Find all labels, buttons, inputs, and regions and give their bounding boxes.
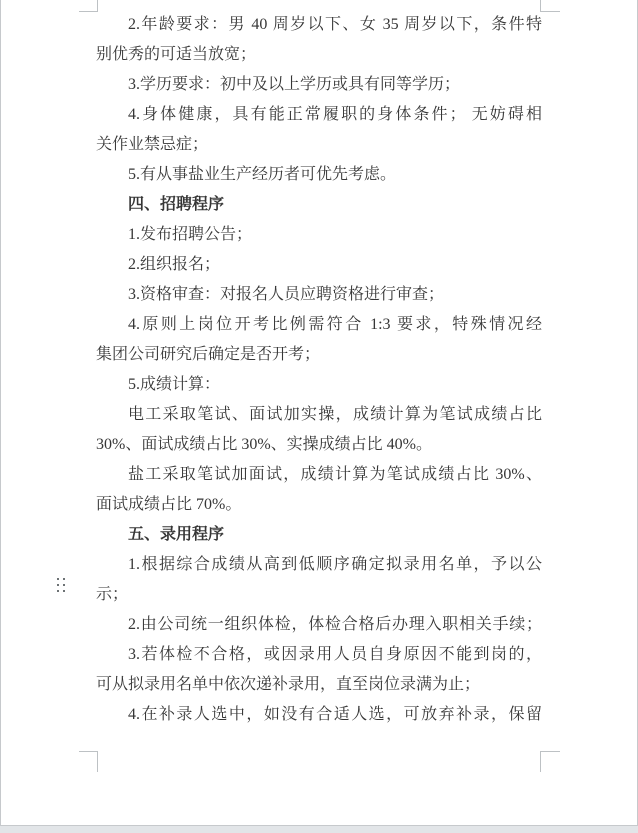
- section-heading: 四、招聘程序: [128, 196, 225, 213]
- document-line: 30%、面试成绩占比 30%、实操成绩占比 40%。: [96, 436, 432, 453]
- document-line: 5.成绩计算：: [128, 376, 221, 393]
- drag-handle-dots-icon[interactable]: [57, 578, 66, 593]
- crop-mark-bottom-left-icon: [97, 751, 98, 772]
- section-heading: 五、录用程序: [128, 526, 225, 543]
- document-line: 别优秀的可适当放宽；: [96, 46, 257, 63]
- document-line: 4.身体健康，具有能正常履职的身体条件； 无妨碍相: [128, 106, 542, 123]
- document-line: 1.根据综合成绩从高到低顺序确定拟录用名单，予以公: [128, 556, 542, 573]
- document-line: 关作业禁忌症；: [96, 136, 209, 153]
- document-line: 2.年龄要求：男 40 周岁以下、女 35 周岁以下，条件特: [128, 16, 542, 33]
- document-line: 1.发布招聘公告；: [128, 226, 253, 243]
- document-line: 4.原则上岗位开考比例需符合 1:3 要求，特殊情况经: [128, 316, 542, 333]
- document-line: 3.学历要求：初中及以上学历或具有同等学历；: [128, 76, 461, 93]
- document-line: 盐工采取笔试加面试，成绩计算为笔试成绩占比 30%、: [128, 466, 542, 483]
- document-line: 集团公司研究后确定是否开考；: [96, 346, 321, 363]
- document-line: 4.在补录人选中，如没有合适人选，可放弃补录，保留: [128, 706, 542, 723]
- document-line: 3.若体检不合格，或因录用人员自身原因不能到岗的，: [128, 646, 542, 663]
- document-line: 示；: [96, 586, 129, 603]
- document-line: 2.由公司统一组织体检，体检合格后办理入职相关手续；: [128, 616, 542, 633]
- crop-mark-top-right-icon: [540, 11, 560, 12]
- document-text-block: [96, 10, 542, 730]
- document-line: 3.资格审查：对报名人员应聘资格进行审查；: [128, 286, 445, 303]
- document-line: 可从拟录用名单中依次递补录用，直至岗位录满为止；: [96, 676, 481, 693]
- crop-mark-bottom-right-icon: [540, 751, 541, 772]
- document-line: 面试成绩占比 70%。: [96, 496, 242, 513]
- crop-mark-bottom-left-icon: [79, 751, 98, 752]
- crop-mark-bottom-right-icon: [541, 751, 560, 752]
- document-line: 2.组织报名；: [128, 256, 221, 273]
- drag-handle-dot: [57, 578, 59, 580]
- document-line: 5.有从事盐业生产经历者可优先考虑。: [128, 166, 397, 183]
- document-line: 电工采取笔试、面试加实操，成绩计算为笔试成绩占比: [128, 406, 542, 423]
